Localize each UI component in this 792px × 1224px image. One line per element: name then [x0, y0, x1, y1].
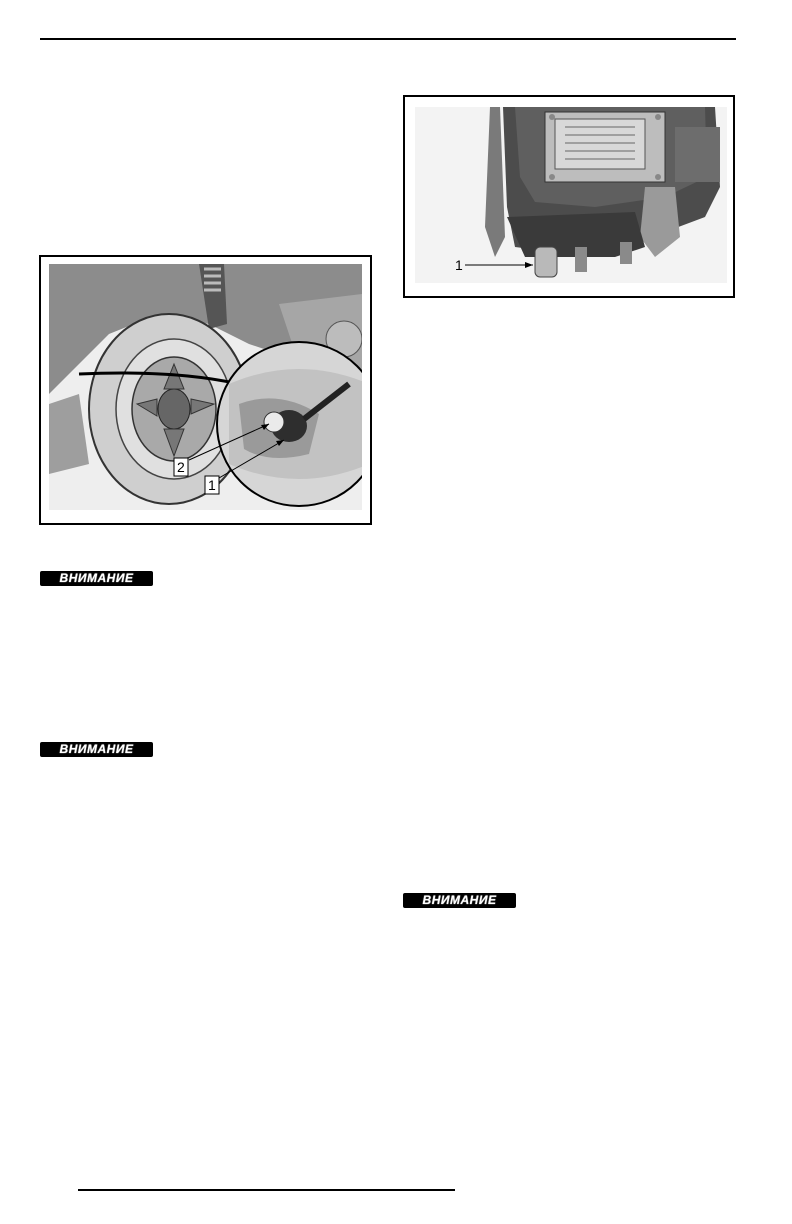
engine-underside-illustration: [415, 107, 727, 283]
wheel-detail-illustration: [49, 264, 362, 510]
header-rule: [40, 38, 736, 40]
figure-wheel-detail: [39, 255, 372, 525]
figure-engine-underside: [403, 95, 735, 298]
warning-label: ВНИМАНИЕ: [40, 742, 153, 757]
warning-label: ВНИМАНИЕ: [40, 571, 153, 586]
callout-1: 1: [455, 257, 463, 273]
callout-1: 1: [208, 477, 216, 493]
warning-label: ВНИМАНИЕ: [403, 893, 516, 908]
footer-rule: [78, 1189, 455, 1191]
callout-2: 2: [177, 459, 185, 475]
